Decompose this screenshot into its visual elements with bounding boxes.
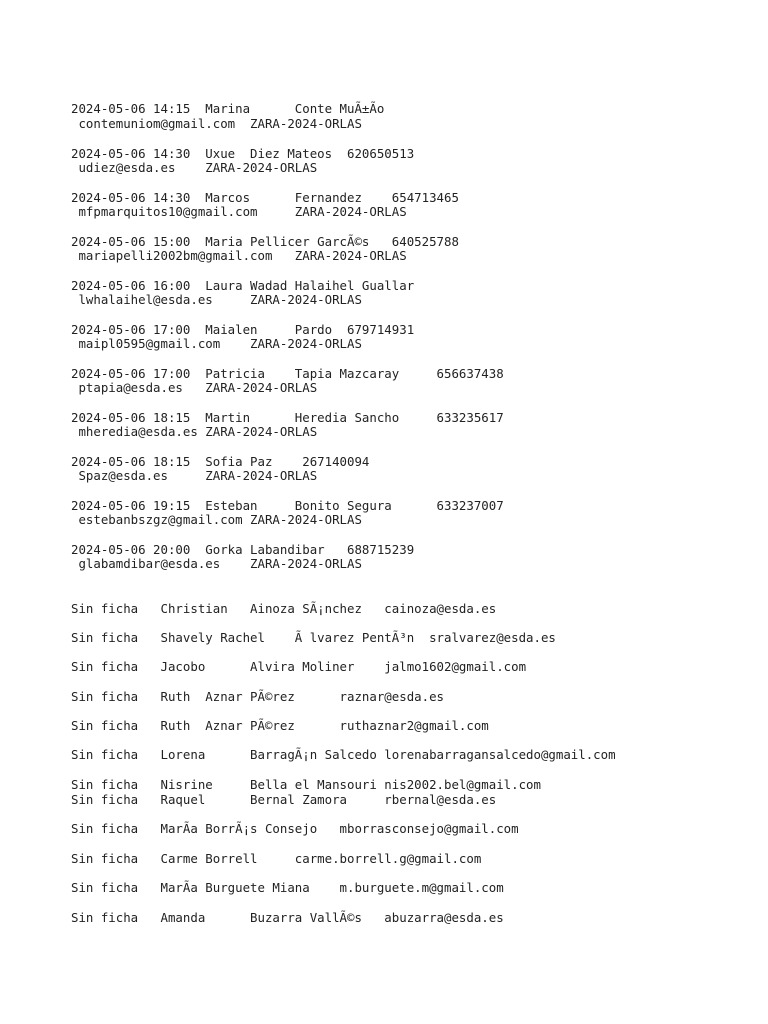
no-ficha-entry: Sin ficha Jacobo Alvira Moliner jalmo1602@gmail.com: [71, 659, 527, 674]
appointment-10-line-1: 2024-05-06 19:15 Esteban Bonito Segura 633237007: [71, 498, 504, 513]
no-ficha-entry: Sin ficha Carme Borrell carme.borrell.g@gmail.com: [71, 851, 482, 866]
appointment-2-line-1: 2024-05-06 14:30 Uxue Diez Mateos 620650513: [71, 146, 415, 161]
appointment-10-line-2: estebanbszgz@gmail.com ZARA-2024-ORLAS: [71, 512, 362, 527]
appointment-3-line-1: 2024-05-06 14:30 Marcos Fernandez 654713465: [71, 190, 459, 205]
appointment-8-line-1: 2024-05-06 18:15 Martin Heredia Sancho 633235617: [71, 410, 504, 425]
appointment-7-line-1: 2024-05-06 17:00 Patricia Tapia Mazcaray 656637438: [71, 366, 504, 381]
appointment-9-line-1: 2024-05-06 18:15 Sofia Paz 267140094: [71, 454, 370, 469]
appointment-5-line-1: 2024-05-06 16:00 Laura Wadad Halaihel Guallar: [71, 278, 415, 293]
appointment-9-line-2: Spaz@esda.es ZARA-2024-ORLAS: [71, 468, 318, 483]
appointment-5-line-2: lwhalaihel@esda.es ZARA-2024-ORLAS: [71, 292, 362, 307]
no-ficha-entry: Sin ficha Ruth Aznar PÃ©rez ruthaznar2@gmail.com: [71, 718, 489, 733]
no-ficha-entry: Sin ficha Raquel Bernal Zamora rbernal@esda.es: [71, 792, 497, 807]
no-ficha-entry: Sin ficha Ruth Aznar PÃ©rez raznar@esda.es: [71, 689, 444, 704]
no-ficha-entry: Sin ficha MarÃa BorrÃ¡s Consejo mborrasconsejo@gmail.com: [71, 821, 519, 836]
no-ficha-entry: Sin ficha Amanda Buzarra VallÃ©s abuzarra@esda.es: [71, 910, 504, 925]
appointment-6-line-1: 2024-05-06 17:00 Maialen Pardo 679714931: [71, 322, 415, 337]
appointment-11-line-1: 2024-05-06 20:00 Gorka Labandibar 688715239: [71, 542, 415, 557]
appointment-1-line-1: 2024-05-06 14:15 Marina Conte MuÃ±Ão: [71, 101, 385, 116]
appointment-7-line-2: ptapia@esda.es ZARA-2024-ORLAS: [71, 380, 318, 395]
appointment-2-line-2: udiez@esda.es ZARA-2024-ORLAS: [71, 160, 318, 175]
appointment-11-line-2: glabamdibar@esda.es ZARA-2024-ORLAS: [71, 556, 362, 571]
appointment-4-line-2: mariapelli2002bm@gmail.com ZARA-2024-ORLAS: [71, 248, 407, 263]
no-ficha-entry: Sin ficha Nisrine Bella el Mansouri nis2002.bel@gmail.com: [71, 777, 541, 792]
no-ficha-entry: Sin ficha Shavely Rachel Ã lvarez PentÃ³n sralvarez@esda.es: [71, 630, 556, 645]
no-ficha-entry: Sin ficha MarÃa Burguete Miana m.burguete.m@gmail.com: [71, 880, 504, 895]
appointment-6-line-2: maipl0595@gmail.com ZARA-2024-ORLAS: [71, 336, 362, 351]
appointment-1-line-2: contemuniom@gmail.com ZARA-2024-ORLAS: [71, 116, 362, 131]
appointment-3-line-2: mfpmarquitos10@gmail.com ZARA-2024-ORLAS: [71, 204, 407, 219]
no-ficha-entry: Sin ficha Christian Ainoza SÃ¡nchez cainoza@esda.es: [71, 601, 497, 616]
appointment-8-line-2: mheredia@esda.es ZARA-2024-ORLAS: [71, 424, 318, 439]
appointment-4-line-1: 2024-05-06 15:00 Maria Pellicer GarcÃ©s 640525788: [71, 234, 459, 249]
no-ficha-entry: Sin ficha Lorena BarragÃ¡n Salcedo lorenabarragansalcedo@gmail.com: [71, 747, 616, 762]
